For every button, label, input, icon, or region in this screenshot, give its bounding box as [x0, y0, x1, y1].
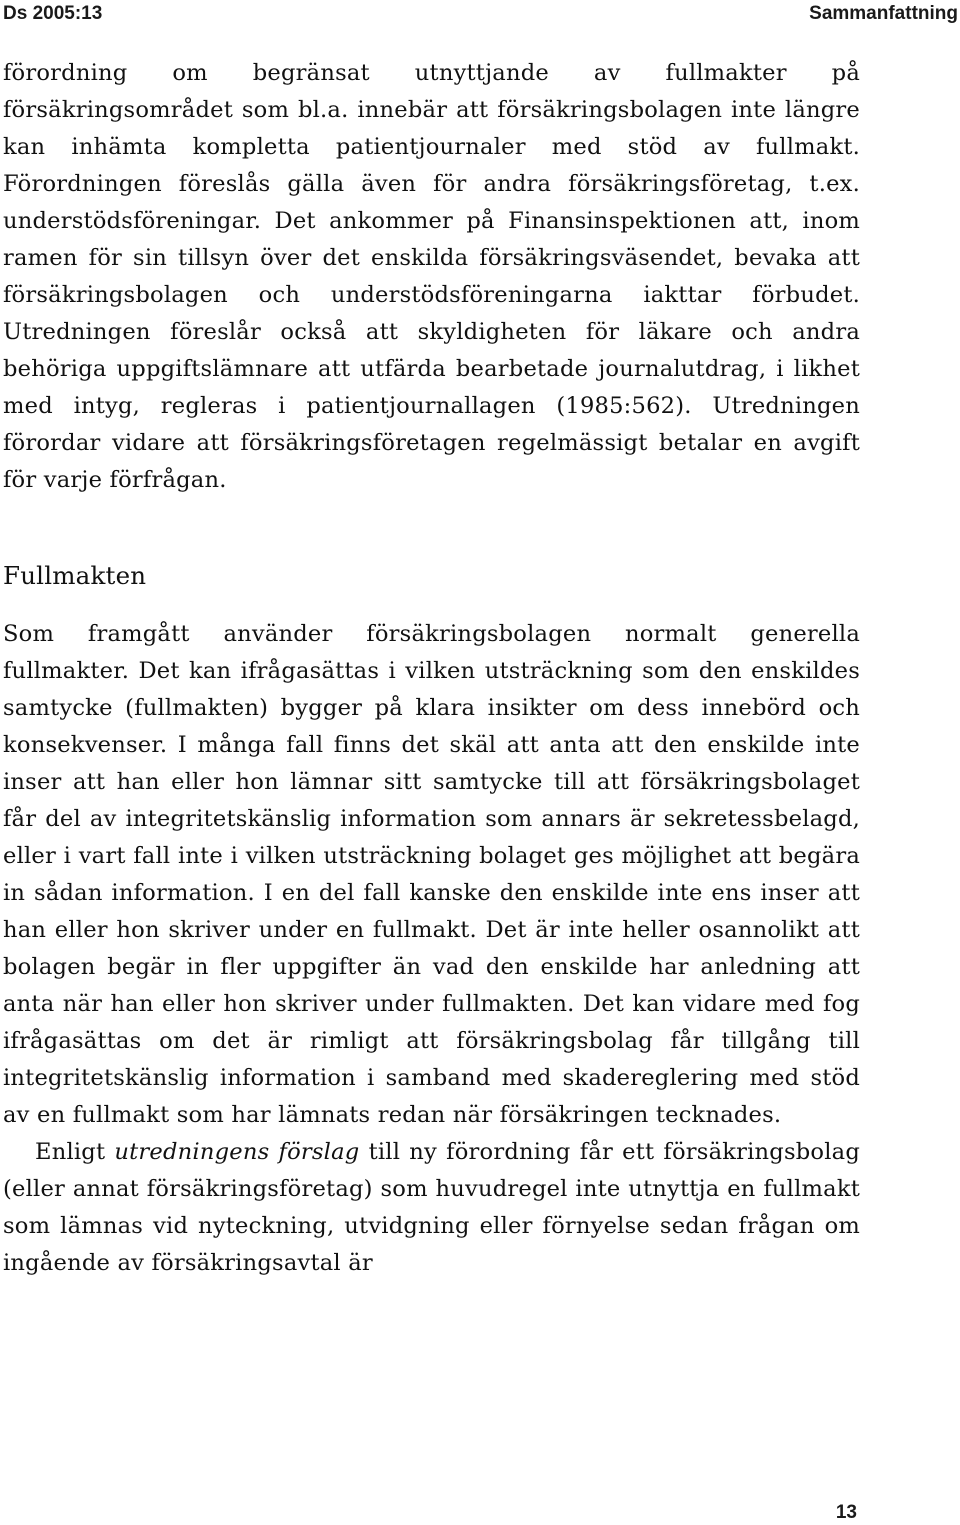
page-number: 13: [835, 1502, 857, 1523]
proposal-italic-term: utredningens förslag: [114, 1139, 360, 1165]
document-id: Ds 2005:13: [3, 3, 103, 24]
document-body: [3, 55, 860, 1282]
section-heading-fullmakten: Fullmakten: [3, 561, 147, 590]
paragraph-intro: förordning om begränsat utnyttjande av fullmakter på försäkringsområdet som bl.a. innebär att försäkringsbolagen inte längre kan inhämta kompletta patientjournaler med stöd av fullmakt. Förordningen föreslås gälla även för andra försäkringsföretag, t.ex. understödsföreningar. Det ankommer på Finansinspektionen att, inom ramen för sin tillsyn över det enskilda försäkringsväsendet, bevaka att försäkringsbolagen och understödsföreningarna iakttar förbudet. Utredningen föreslår också att skyldigheten för läkare och andra behöriga uppgiftslämnare att utfärda bearbetade journalutdrag, i likhet med intyg, regleras i patientjournallagen (1985:562). Utredningen förordar vidare att försäkringsföretagen regelmässigt betalar en avgift för varje förfrågan.: [3, 60, 860, 493]
proposal-text-start: Enligt: [35, 1139, 115, 1165]
proposal-text-rest: till ny förordning får ett försäkringsbolag (eller annat försäkringsföretag) som huvudregel inte utnyttja en fullmakt som lämnas vid nyteckning, utvidgning eller förnyelse sedan frågan om ingående av försäkringsavtal är: [3, 1139, 860, 1276]
page-header: [0, 0, 960, 34]
paragraph-fullmakten: Som framgått använder försäkringsbolagen normalt generella fullmakter. Det kan ifrågasättas i vilken utsträckning som den enskildes samtycke (fullmakten) bygger på klara insikter om dess innebörd och konsekvenser. I många fall finns det skäl att anta att den enskilde inte inser att han eller hon lämnar sitt samtycke till att försäkringsbolaget får del av integritetskänslig information som annars är sekretessbelagd, eller i vart fall inte i vilken utsträckning bolaget ges möjlighet att begära in sådan information. I en del fall kanske den enskilde inte ens inser att han eller hon skriver under en fullmakt. Det är inte heller osannolikt att bolagen begär in fler uppgifter än vad den enskilde har anledning att anta när han eller hon skriver under fullmakten. Det kan vidare med fog ifrågasättas om det är rimligt att försäkringsbolag får tillgång till integritetskänslig information i samband med skadereglering med stöd av en fullmakt som har lämnats redan när försäkringen tecknades.: [3, 621, 860, 1128]
paragraph-proposal: [3, 1134, 860, 1282]
section-title: Sammanfattning: [809, 3, 958, 24]
